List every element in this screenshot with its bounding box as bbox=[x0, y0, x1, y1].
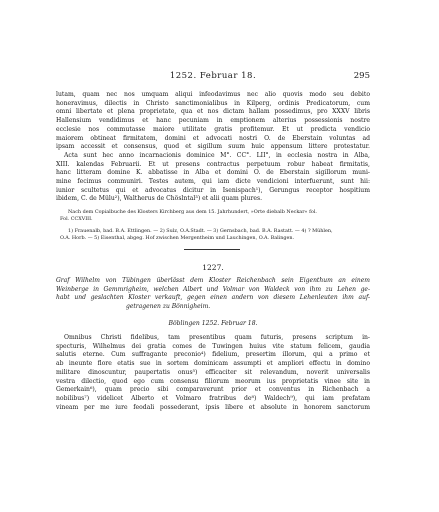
page-number: 295 bbox=[353, 71, 370, 81]
text-line: Gemerkain⁶), quam precio sibi comparaverunt prior et conventus in Richenbach a bbox=[56, 386, 370, 394]
regest-line: getragenen zu Bönnigheim. bbox=[126, 302, 211, 310]
text-line: honeravimus, dilectis in Christo sanctimonialibus in Kilperg, ordinis Predicatorum, cum bbox=[56, 99, 370, 107]
footnotes bbox=[60, 228, 366, 242]
text-line: mine fecimus communiri. Testes autem, qui iam dicte vendicioni interfuerunt, sunt hii: bbox=[56, 178, 370, 186]
text-line: ibidem, C. de Mülu²), Waltherus de Chöslntal³) et alii quam plures. bbox=[56, 195, 263, 203]
document-number: 1227. bbox=[202, 263, 224, 272]
text-line: maiorem obtineat firmitatem, domini et advocati nostri O. de Eberstain voluntas ad bbox=[56, 134, 370, 142]
text-line: nobilibus⁷) videlicet Alberto et Volmaro fratribus de⁸) Waldech⁹), qui iam prefatam bbox=[56, 394, 370, 402]
regest-line: habt und geslachten Kloster verkauft, gegen einen andern von diesem Lehenleuten ihm auf- bbox=[56, 294, 370, 302]
charter-text-upper bbox=[56, 91, 370, 204]
charter-text-lower bbox=[56, 334, 370, 412]
regest-line: Weinberge in Gemmrigheim, welchen Albert und Volmar von Waldeck von ihm zu Lehen ge- bbox=[56, 285, 370, 293]
text-line: hanc litteram domine K. abbatisse in Alba et domini O. de Eberstain sigillorum muni- bbox=[56, 169, 370, 177]
text-line: iunior scultetus qui et advocatus dicitur in Isenispach¹), Gerungus receptor hospitium bbox=[56, 186, 370, 194]
footnote-line: O.A. Horb. — 5) Eisenthal, abgeg. Hof zwischen Mergentheim und Lauchingen, O.A. Balingen. bbox=[60, 235, 295, 241]
text-line: ab ineunte flore etatis sue in sortem dominicam assumpti et ampliori effectu in domino bbox=[56, 360, 370, 368]
text-line: vineam per me iure feodali possederant, ipsis libere et absolute in honorem sanctorum bbox=[56, 403, 370, 411]
text-line: XIII. kalendas Februarii. Et ut presens contractus perpetuum robur habeat firmitatis, bbox=[56, 160, 370, 168]
text-line: lutam, quam nec nos umquam aliqui infeodavimus nec alio quovis modo seu debito bbox=[56, 91, 370, 98]
regest-summary bbox=[56, 277, 370, 311]
text-line: specturis, Wilhelmus dei gratia comes de Tuwingen huius vite statum felicem, gaudia bbox=[56, 342, 370, 350]
text-line: Acta sunt hec anno incarnacionis dominice M°. CC°. LII°, in ecclesia nostra in Alba, bbox=[64, 151, 370, 159]
text-line: militare dinoscuntur, paupertatis onus⁵) efficaciter sit relevandum, noverit universalis bbox=[56, 368, 370, 376]
regest-line: Graf Wilhelm von Tübingen überlässt dem Kloster Reichenbach sein Eigenthum an einem bbox=[56, 277, 370, 284]
source-note bbox=[60, 209, 366, 223]
dateline: Böblingen 1252. Februar 18. bbox=[168, 320, 258, 327]
text-line: omni libertate et plena proprietate, qua et nos dictam hallam possedimus, pro XXXV libris bbox=[56, 108, 370, 116]
page-header bbox=[56, 71, 370, 83]
text-line: ipsam accessit et consensus, quod et sigillum suum huic appensum littere protestatur. bbox=[56, 143, 370, 151]
text-line: Hallensium vendidimus et hanc pecuniam in emptionem alterius possessionis nostre bbox=[56, 117, 370, 125]
text-line: ecclesie nos commutasse maiore utilitate gratis profitemur. Et ut predicta vendicio bbox=[56, 125, 370, 133]
text-line: salutis eterne. Cum suffragante preconio⁴) fidelium, presertim illorum, qui a primo et bbox=[56, 351, 370, 359]
text-line: vestra dilectio, quod ego cum consensu filiorum meorum ius proprietatis vinee site in bbox=[56, 377, 370, 385]
section-divider bbox=[184, 249, 240, 250]
running-title: 1252. Februar 18. bbox=[169, 71, 257, 81]
source-note-line: Nach dem Copialbuche des Klosters Kirchberg aus dem 15. Jahrhundert, »Orte diebalb Neckar« fol. bbox=[68, 209, 317, 215]
text-line: Omnibus Christi fidelibus, tam presentibus quam futuris, presens scriptum in- bbox=[64, 334, 370, 341]
footnote-line: 1) Frauenalb, bad. B.A. Ettlingen. — 2) Sulz, O.A.Stadt. — 3) Gernsbach, bad. B.A. Rastatt. — 4) ? Mühlen, bbox=[68, 228, 333, 234]
source-note-line: Fol. CCXVIII. bbox=[60, 216, 93, 222]
